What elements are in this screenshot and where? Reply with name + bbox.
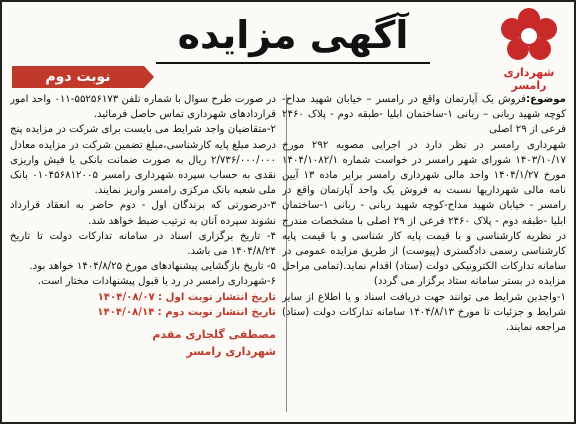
publish-first-date: ۱۴۰۴/۰۸/۰۷ bbox=[97, 291, 155, 303]
item-3: ۳-درصورتی که برندگان اول - دوم حاضر به انعقاد قرارداد نشوند سپرده آنان به ترتیب ضبط خواهد شد. bbox=[10, 200, 276, 227]
item-1: ۱-واجدین شرایط می توانند جهت دریافت اسناد و یا اطلاع از سایر شرایط و جزئیات تا مورخ ۱۴۰۴/۸/۱۳ سامانه تدارکات دولت (ستاد) مراجعه نمایند. bbox=[282, 291, 566, 334]
signature-block bbox=[10, 326, 276, 360]
subject-label: موضوع: bbox=[526, 94, 566, 105]
publish-second-date: ۱۴۰۴/۰۸/۱۴ bbox=[97, 306, 155, 318]
flower-emblem-icon bbox=[499, 8, 559, 64]
logo-caption: شهرداری رامسر bbox=[503, 66, 555, 92]
publish-second-label: تاریخ انتشار نوبت دوم : bbox=[157, 306, 276, 318]
badge-arrow bbox=[144, 66, 154, 88]
right-column bbox=[282, 92, 566, 416]
ad-title: آگهی مزایده bbox=[177, 13, 409, 57]
left-column bbox=[10, 92, 276, 416]
signer-title: شهرداری رامسر bbox=[186, 345, 276, 359]
signer-name: مصطفی گلجاری مقدم bbox=[152, 328, 276, 342]
body-paragraph: شهرداری رامسر در نظر دارد در اجرایی مصوبه ۲۹۲ مورخ ۱۴۰۳/۱۰/۱۷ شورای شهر رامسر در خواست شماره ۱۴۰۴/۱۰۸۲/۱ مورخ ۱۴۰۴/۱/۲۷ واحد مالی شهرداری رامسر برابر ماده ۱۳ آیین نامه مالی شهرداریها نسبت به فروش یک واحد آپارتمان واقع در رامسر - خیابان شهید مداح-کوچه شهید ربانی - ربانی ۱-ساختمان ابلیا -طبقه دوم - پلاک ۲۴۶۰ فرعی از ۲۹ اصلی با مشخصات مندرج در نظریه کارشناسی و با قیمت پایه کار شناسی و با قیمت پایه کارشناسی رسمی دادگستری (پیوست) از طریق مزایده عمومی در سامانه تدارکات الکترونیکی دولت (ستاد) اقدام نماید.(تمامی مراحل مزایده در بستر سامانه ستاد برگزار می گردد) bbox=[282, 139, 566, 288]
contact-paragraph: در صورت طرح سوال با شماره تلفن ۵۵۲۵۶۱۷۳-۰۱۱ واحد امور قراردادهای شهرداری تماس حاصل فرمائید. bbox=[10, 94, 276, 121]
title-underline bbox=[156, 62, 430, 64]
subject-text: فروش یک آپارتمان واقع در رامسر – خیابان شهید مداح-کوچه شهید ربانی – ربانی ۱-ساختمان ابلیا -طبقه دوم - پلاک ۲۴۶۰ فرعی از ۲۹ اصلی bbox=[282, 94, 566, 136]
municipality-logo bbox=[494, 8, 564, 92]
subject-paragraph bbox=[282, 92, 566, 138]
ad-header bbox=[6, 6, 570, 92]
item-5: ۵- تاریخ بازگشایی پیشنهادهای مورخ ۱۴۰۴/۸/۲۵ خواهد بود. bbox=[29, 261, 276, 273]
item-4: ۴- تاریخ برگزاری اسناد در سامانه تدارکات دولت تا تاریخ ۱۴۰۴/۸/۲۴ می باشد. bbox=[10, 230, 276, 258]
publish-date-second bbox=[10, 305, 276, 320]
item-2: ۲-متقاضیان واجد شرایط می بایست برای شرکت در مزایده پنج درصد مبلغ پایه کارشناسی،مبلغ تضمین شرکت در مزایده معادل ۲/۷۳۶/۰۰۰/۰۰۰ ریال به صورت ضمانت بانکی یا فیش واریزی نقدی به حساب سپرده شهرداری رامسر ۰۱۰۴۵۶۸۱۲۰۰۵ بانک ملی شعبه بانک مرکزی رامسر واریز نمایند. bbox=[10, 124, 276, 197]
publish-first-label: تاریخ انتشار نوبت اول : bbox=[158, 291, 276, 303]
publish-date-first bbox=[10, 290, 276, 305]
item-6: ۶-شهرداری رامسر در رد یا قبول پیشنهادات مختار است. bbox=[37, 276, 276, 288]
round-badge: نوبت دوم bbox=[12, 66, 144, 88]
